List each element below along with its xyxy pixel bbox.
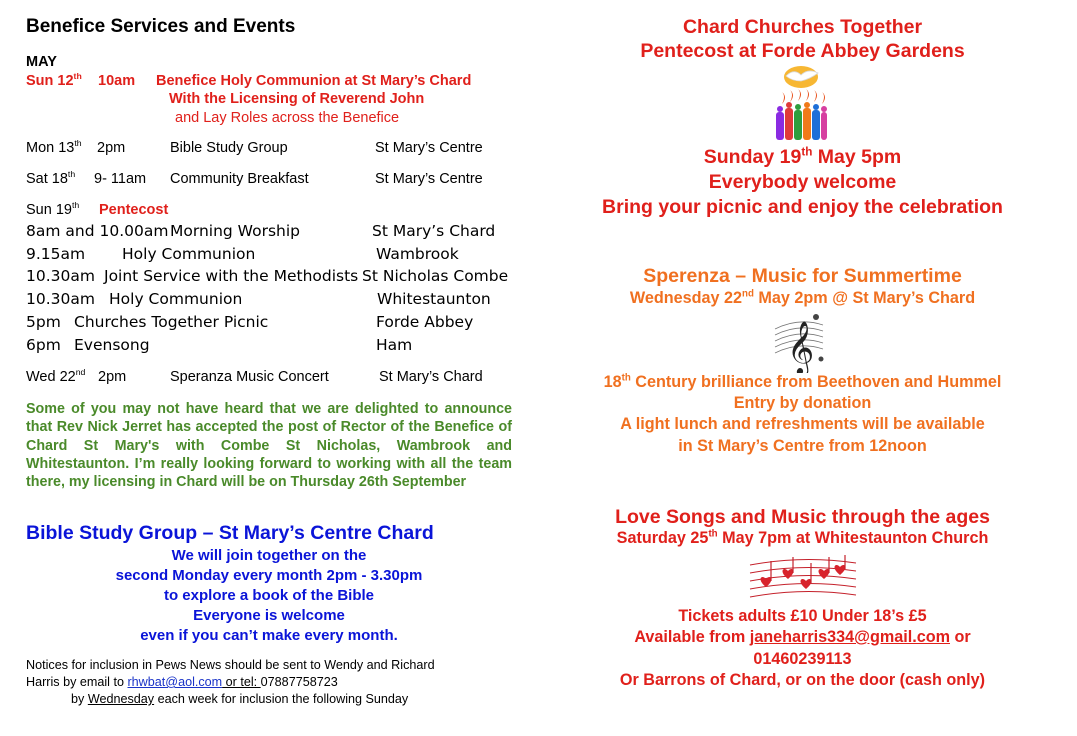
love-email-link[interactable]: janeharris334@gmail.com: [749, 628, 950, 646]
sun19-row-event: Holy Communion: [109, 290, 243, 308]
month-label: MAY: [26, 54, 57, 70]
sun19-row-place: Forde Abbey: [376, 313, 474, 331]
bible-line: We will join together on the: [171, 547, 367, 564]
sun12-line2: With the Licensing of Reverend John: [169, 91, 425, 107]
mon13-place: St Mary’s Centre: [375, 140, 483, 156]
bible-line: even if you can’t make every month.: [140, 627, 398, 644]
cct-picnic: Bring your picnic and enjoy the celebration: [602, 196, 1003, 218]
bible-line: Everyone is welcome: [193, 607, 345, 624]
sun19-row-event: Joint Service with the Methodists: [104, 267, 359, 285]
notices-email-link[interactable]: rhwbat@aol.com: [127, 675, 223, 689]
speranza-line3: A light lunch and refreshments will be available: [620, 415, 985, 433]
bible-study-title: Bible Study Group – St Mary’s Centre Chard: [26, 522, 434, 544]
bible-line: second Monday every month 2pm - 3.30pm: [115, 567, 423, 584]
page-heading: Benefice Services and Events: [26, 16, 296, 37]
sun19-row-place: St Nicholas Combe: [362, 267, 509, 285]
sun19-row-time: 5pm: [26, 313, 61, 331]
sun19-row-place: Whitestaunton: [377, 290, 491, 308]
love-barrons: Or Barrons of Chard, or on the door (cash only): [619, 671, 986, 689]
sun19-row-time: 9.15am: [26, 245, 86, 263]
sun12-time: 10am: [98, 73, 136, 89]
love-songs-date: Saturday 25th May 7pm at Whitestaunton Church: [616, 528, 989, 547]
announcement-paragraph: Some of you may not have heard that we are delighted to announce that Rev Nick Jerret has accepted the post of Rector of the Benefice of Chard St Mary's with Combe St Nicholas, Wambrook and Whitestaunton. I’m really looking forward to working with all the team there, my licensing in Chard will be on Thursday 26th September: [26, 401, 512, 491]
sun19-row-place: St Mary’s Chard: [372, 222, 496, 240]
wed22-day: Wed 22nd: [26, 367, 86, 385]
sat18-day: Sat 18th: [26, 169, 76, 187]
speranza-title: Sperenza – Music for Summertime: [643, 265, 962, 287]
sat18-event: Community Breakfast: [170, 171, 309, 187]
cct-title: Chard Churches Together: [682, 16, 923, 38]
speranza-line2: Entry by donation: [733, 394, 872, 412]
cct-subtitle: Pentecost at Forde Abbey Gardens: [640, 40, 965, 62]
notices-phone: 07887758723: [260, 675, 338, 689]
svg-text:𝄞: 𝄞: [787, 320, 815, 373]
love-tickets: Tickets adults £10 Under 18’s £5: [678, 607, 927, 625]
notices-line3: by Wednesday each week for inclusion the following Sunday: [71, 692, 409, 706]
sun19-row-time: 6pm: [26, 336, 61, 354]
notices-line1: Notices for inclusion in Pews News should be sent to Wendy and Richard: [26, 658, 435, 672]
sun19-row-time: 10.30am: [26, 290, 95, 308]
sun19-row-event: Holy Communion: [122, 245, 256, 263]
heart-notes-icon: [748, 553, 858, 603]
wed22-time: 2pm: [98, 369, 127, 385]
love-available: Available from janeharris334@gmail.com or: [634, 628, 971, 646]
bible-line: to explore a book of the Bible: [163, 587, 375, 604]
sun19-row-event: Evensong: [74, 336, 150, 354]
sun12-day: Sun 12th: [26, 71, 82, 89]
sun19-day: Sun 19th: [26, 200, 80, 218]
sat18-place: St Mary’s Centre: [375, 171, 483, 187]
cct-date: Sunday 19th May 5pm: [703, 145, 902, 168]
sun12-line3: and Lay Roles across the Benefice: [175, 110, 400, 126]
sun12-line1: Benefice Holy Communion at St Mary’s Chard: [156, 73, 472, 89]
cct-welcome: Everybody welcome: [708, 171, 897, 193]
love-songs-title: Love Songs and Music through the ages: [615, 506, 990, 528]
sun19-row-event: Churches Together Picnic: [74, 313, 269, 331]
love-phone: 01460239113: [753, 650, 852, 668]
sun19-row-time: 10.30am: [26, 267, 95, 285]
sun19-pentecost: Pentecost: [99, 202, 169, 218]
wed22-event: Speranza Music Concert: [170, 369, 329, 385]
dove-flames-icon: [772, 64, 830, 144]
mon13-day: Mon 13th: [26, 138, 82, 156]
mon13-event: Bible Study Group: [170, 140, 288, 156]
sun19-row-event: Morning Worship: [170, 222, 300, 240]
mon13-time: 2pm: [97, 140, 126, 156]
sun19-row-place: Wambrook: [376, 245, 459, 263]
treble-clef-icon: [770, 307, 828, 373]
speranza-line1: 18th Century brilliance from Beethoven and Hummel: [603, 372, 1002, 391]
sat18-time: 9- 11am: [94, 171, 147, 187]
speranza-date: Wednesday 22nd May 2pm @ St Mary’s Chard: [629, 288, 976, 307]
notices-line2: Harris by email to rhwbat@aol.com or tel: 07887758723: [26, 675, 338, 689]
speranza-line4: in St Mary’s Centre from 12noon: [678, 437, 927, 455]
notices-tel: or tel:: [222, 675, 261, 689]
sun19-row-place: Ham: [376, 336, 413, 354]
sun19-row-time: 8am and 10.00am: [26, 222, 169, 240]
wed22-place: St Mary’s Chard: [379, 369, 483, 385]
